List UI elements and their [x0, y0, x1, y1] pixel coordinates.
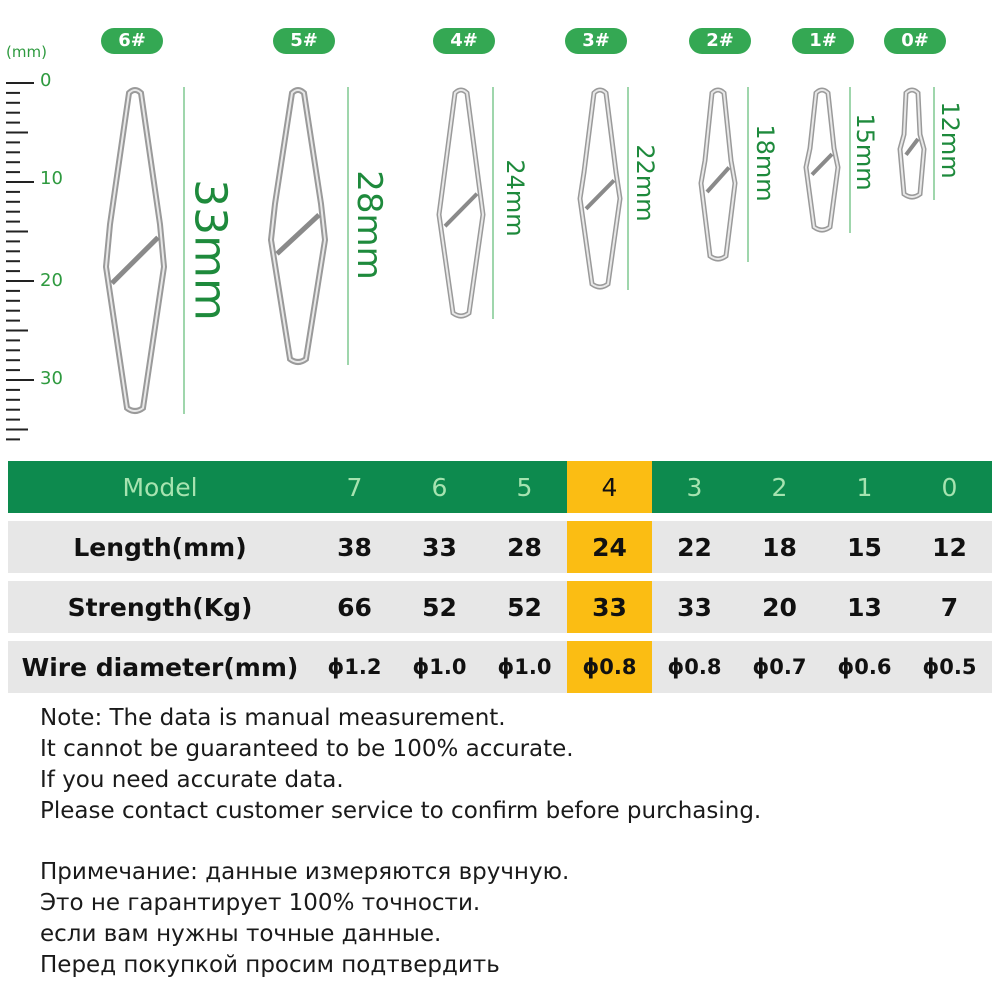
size-tag-4: 4#	[433, 28, 495, 54]
note-ru-line: Перед покупкой просим подтвердить	[40, 952, 500, 978]
table-cell: ϕ0.5	[922, 655, 977, 679]
snap-highlight	[439, 90, 483, 316]
table-cell-highlighted: ϕ0.8	[567, 641, 652, 693]
table-cell: ϕ0.8	[667, 655, 722, 679]
snap-bar	[277, 215, 319, 254]
table-cell: ϕ0.7	[752, 655, 807, 679]
table-cell-highlighted: 24	[567, 521, 652, 573]
snap-outer	[701, 90, 735, 259]
table-cell: 12	[932, 532, 967, 562]
length-label-4: 24mm	[501, 159, 529, 237]
snap-highlight	[271, 90, 325, 362]
length-label-3: 22mm	[631, 144, 659, 222]
table-row-length	[8, 521, 992, 573]
table-cell: 22	[677, 532, 712, 562]
header-cell: 3	[686, 472, 703, 502]
header-cell: 2	[771, 472, 788, 502]
notes	[40, 703, 761, 981]
snap-outer	[580, 90, 620, 287]
size-tag-2: 2#	[689, 28, 751, 54]
table-cell: 66	[337, 592, 372, 622]
header-cell: 0	[941, 472, 958, 502]
header-cell: 6	[431, 472, 448, 502]
table-cell-highlighted: 33	[567, 581, 652, 633]
spec-table	[8, 461, 992, 693]
row-label: Length(mm)	[73, 532, 247, 562]
header-label: Model	[122, 472, 198, 502]
size-tag-0: 0#	[884, 28, 946, 54]
snap-outer	[106, 90, 164, 411]
size-tag-6: 6#	[101, 28, 163, 54]
note-ru-line: Примечание: данные измеряются вручную.	[40, 859, 570, 885]
table-cell: 33	[677, 592, 712, 622]
ruler-label-20: 20	[40, 270, 63, 291]
snap-bar	[707, 168, 729, 193]
table-cell: 15	[847, 532, 882, 562]
table-cell: 20	[762, 592, 797, 622]
table-cell: ϕ1.0	[497, 655, 552, 679]
snap-bar	[112, 237, 158, 283]
table-cell: ϕ0.6	[837, 655, 892, 679]
table-cell: 33	[422, 532, 457, 562]
ruler-label-10: 10	[40, 168, 63, 189]
note-ru-line: Это не гарантирует 100% точности.	[40, 890, 481, 916]
table-row-strength	[8, 581, 992, 633]
length-label-0: 12mm	[936, 101, 964, 179]
ruler-label-30: 30	[40, 368, 63, 389]
snap-highlight	[806, 90, 838, 230]
header-cell: 7	[346, 472, 363, 502]
header-cell-highlighted: 4	[567, 461, 652, 513]
table-cell: ϕ1.0	[412, 655, 467, 679]
table-cell: ϕ1.2	[327, 655, 382, 679]
length-label-6: 33mm	[184, 179, 236, 321]
size-tag-1: 1#	[792, 28, 854, 54]
size-tag-5: 5#	[273, 28, 335, 54]
ruler-label-0: 0	[40, 70, 52, 91]
snap-bar	[445, 194, 477, 226]
product-illustration	[0, 0, 1000, 455]
note-en-line: Note: The data is manual measurement.	[40, 705, 506, 731]
table-cell: 13	[847, 592, 882, 622]
table-cell: 28	[507, 532, 542, 562]
ruler-unit: (mm)	[6, 43, 47, 61]
length-label-5: 28mm	[349, 170, 389, 280]
snap-bar	[906, 139, 918, 155]
row-label: Strength(Kg)	[67, 592, 253, 622]
snap-drawings	[0, 0, 1000, 455]
snap-highlight	[106, 90, 164, 411]
table-header-row	[8, 461, 992, 513]
table-cell: 52	[507, 592, 542, 622]
snap-outer	[271, 90, 325, 362]
note-en-line: Please contact customer service to confirm before purchasing.	[40, 798, 762, 824]
table-cell: 7	[940, 592, 959, 622]
length-label-2: 18mm	[751, 124, 779, 202]
row-label: Wire diameter(mm)	[21, 652, 299, 682]
snap-bar	[586, 180, 614, 208]
note-en-line: It cannot be guaranteed to be 100% accurate.	[40, 736, 574, 762]
snap-outer	[439, 90, 483, 316]
length-label-1: 15mm	[851, 113, 879, 191]
table-cell: 18	[762, 532, 797, 562]
table-cell: 38	[337, 532, 372, 562]
header-cell: 1	[856, 472, 873, 502]
table-cell: 52	[422, 592, 457, 622]
note-en-line: If you need accurate data.	[40, 767, 344, 793]
snap-bar	[812, 154, 832, 174]
table-row-wire-diameter	[8, 641, 992, 693]
size-tag-3: 3#	[565, 28, 627, 54]
note-ru-line: если вам нужны точные данные.	[40, 921, 442, 947]
header-cell: 5	[516, 472, 533, 502]
